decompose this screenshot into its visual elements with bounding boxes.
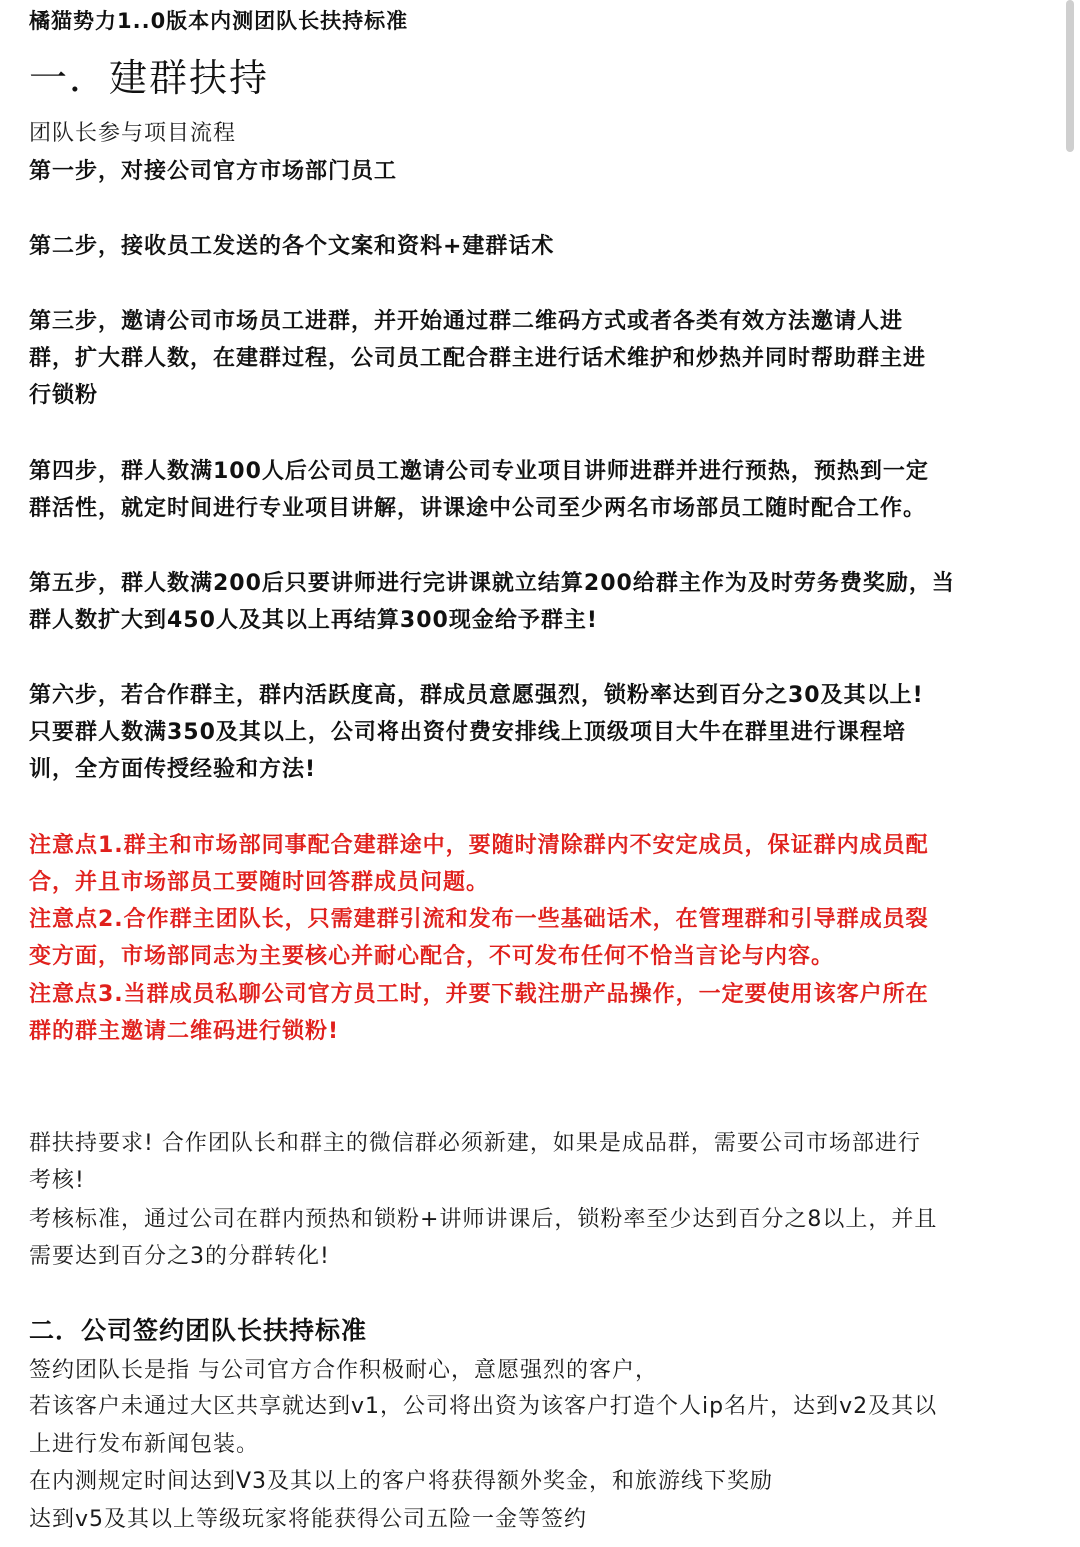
note-line: 变方面，市场部同志为主要核心并耐心配合，不可发布任何不恰当言论与内容。 [29,944,835,969]
step5-line: 第五步，群人数满200后只要讲师进行完讲课就立结算200给群主作为及时劳务费奖励，当 [29,571,955,596]
step6-line: 第六步，若合作群主，群内活跃度高，群成员意愿强烈，锁粉率达到百分之30及其以上! [29,683,924,708]
section2-line: 达到v5及其以上等级玩家将能获得公司五险一金等签约 [29,1507,588,1532]
step3-line: 行锁粉 [29,383,99,408]
step5-line: 群人数扩大到450人及其以上再结算300现金给予群主! [29,608,598,633]
section2-line: 签约团队长是指 与公司官方合作积极耐心，意愿强烈的客户， [29,1358,658,1383]
note-line: 注意点3.当群成员私聊公司官方员工时，并要下载注册产品操作，一定要使用该客户所在 [29,982,929,1007]
requirement-line: 考核! [29,1168,85,1193]
section2-line: 上进行发布新闻包装。 [29,1432,260,1457]
step3-line: 群，扩大群人数，在建群过程，公司员工配合群主进行话术维护和炒热并同时帮助群主进 [29,346,927,371]
section1-heading: 一．建群扶持 [29,56,270,100]
section2-heading: 二．公司签约团队长扶持标准 [29,1316,368,1345]
note-line: 注意点1.群主和市场部同事配合建群途中，要随时清除群内不安定成员，保证群内成员配 [29,833,929,858]
requirement-line: 考核标准，通过公司在群内预热和锁粉+讲师讲课后，锁粉率至少达到百分之8以上，并且 [29,1207,938,1232]
doc-title: 橘猫势力1..0版本内测团队长扶持标准 [29,9,409,33]
step6-line: 只要群人数满350及其以上，公司将出资付费安排线上顶级项目大牛在群里进行课程培 [29,720,906,745]
step3-line: 第三步，邀请公司市场员工进群，并开始通过群二维码方式或者各类有效方法邀请人进 [29,309,904,334]
step6-line: 训，全方面传授经验和方法! [29,757,317,782]
note-line: 群的群主邀请二维码进行锁粉! [29,1019,340,1044]
note-line: 注意点2.合作群主团队长，只需建群引流和发布一些基础话术，在管理群和引导群成员裂 [29,907,929,932]
requirement-line: 群扶持要求! 合作团队长和群主的微信群必须新建，如果是成品群，需要公司市场部进行 [29,1131,921,1156]
step4-line: 群活性，就定时间进行专业项目讲解，讲课途中公司至少两名市场部员工随时配合工作。 [29,496,927,521]
section2-line: 若该客户未通过大区共享就达到v1，公司将出资为该客户打造个人ip名片，达到v2及其以 [29,1394,938,1419]
vertical-scrollbar[interactable] [1066,0,1074,152]
section2-line: 在内测规定时间达到V3及其以上的客户将获得额外奖金，和旅游线下奖励 [29,1469,774,1494]
step4-line: 第四步，群人数满100人后公司员工邀请公司专业项目讲师进群并进行预热，预热到一定 [29,459,929,484]
requirement-line: 需要达到百分之3的分群转化! [29,1244,330,1269]
step2-text: 第二步，接收员工发送的各个文案和资料+建群话术 [29,234,555,259]
note-line: 合，并且市场部员工要随时回答群成员问题。 [29,870,490,895]
step1-text: 第一步，对接公司官方市场部门员工 [29,159,398,184]
section1-subtitle: 团队长参与项目流程 [29,121,237,146]
